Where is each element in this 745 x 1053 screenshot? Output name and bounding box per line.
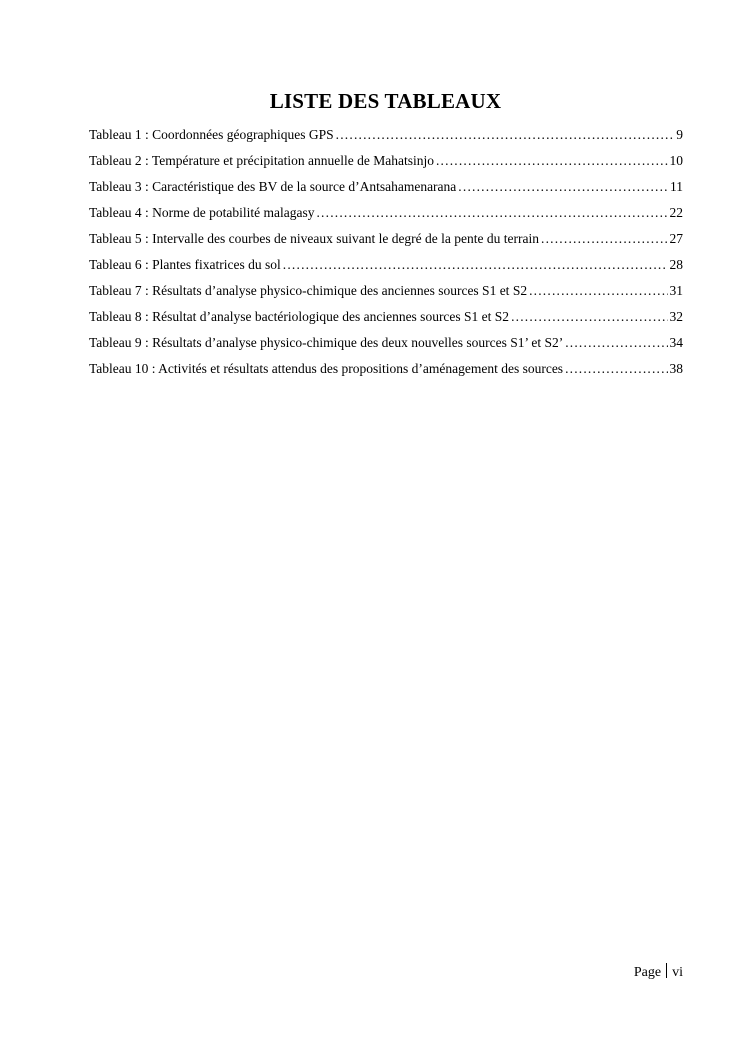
dot-leader	[458, 179, 668, 195]
footer-separator	[666, 963, 667, 978]
entry-label: Tableau 8 : Résultat d’analyse bactériologique des anciennes sources S1 et S2	[89, 309, 510, 324]
entry-page-number: 31	[669, 283, 683, 298]
entry-page-number: 28	[669, 257, 683, 272]
dot-leader	[511, 309, 667, 325]
table-list-item[interactable]	[89, 153, 683, 179]
table-list	[89, 127, 683, 387]
table-list-item[interactable]	[89, 309, 683, 335]
entry-label: Tableau 2 : Température et précipitation annuelle de Mahatsinjo	[89, 153, 434, 168]
dot-leader	[283, 257, 668, 273]
table-list-item[interactable]	[89, 127, 683, 153]
table-list-item[interactable]	[89, 231, 683, 257]
entry-label: Tableau 1 : Coordonnées géographiques GPS	[89, 127, 334, 142]
entry-label: Tableau 4 : Norme de potabilité malagasy	[89, 205, 315, 220]
entry-label: Tableau 10 : Activités et résultats attendus des propositions d’aménagement des sources	[89, 361, 564, 376]
entry-page-number: 27	[669, 231, 683, 246]
entry-label: Tableau 6 : Plantes fixatrices du sol	[89, 257, 281, 272]
entry-page-number: 32	[669, 309, 683, 324]
entry-label: Tableau 9 : Résultats d’analyse physico-chimique des deux nouvelles sources S1’ et S2’	[89, 335, 564, 350]
entry-page-number: 11	[670, 179, 683, 194]
table-list-item[interactable]	[89, 257, 683, 283]
table-list-item[interactable]	[89, 205, 683, 231]
dot-leader	[565, 361, 667, 377]
dot-leader	[529, 283, 667, 299]
page-title: LISTE DES TABLEAUX	[269, 89, 502, 113]
entry-page-number: 38	[669, 361, 683, 376]
dot-leader	[336, 127, 675, 143]
table-list-item[interactable]	[89, 179, 683, 205]
entry-label: Tableau 3 : Caractéristique des BV de la source d’Antsahamenarana	[89, 179, 457, 194]
entry-page-number: 9	[676, 127, 683, 142]
table-list-item[interactable]	[89, 361, 683, 387]
footer-page-word: Page	[633, 965, 662, 980]
footer-page-number: vi	[672, 965, 683, 980]
table-list-item[interactable]	[89, 283, 683, 309]
entry-label: Tableau 7 : Résultats d’analyse physico-chimique des anciennes sources S1 et S2	[89, 283, 528, 298]
entry-page-number: 22	[669, 205, 683, 220]
dot-leader	[436, 153, 668, 169]
page-footer	[634, 963, 683, 981]
entry-label: Tableau 5 : Intervalle des courbes de niveaux suivant le degré de la pente du terrain	[89, 231, 539, 246]
entry-page-number: 10	[669, 153, 683, 168]
table-list-item[interactable]	[89, 335, 683, 361]
dot-leader	[565, 335, 667, 351]
dot-leader	[541, 231, 668, 247]
dot-leader	[316, 205, 667, 221]
entry-page-number: 34	[669, 335, 683, 350]
